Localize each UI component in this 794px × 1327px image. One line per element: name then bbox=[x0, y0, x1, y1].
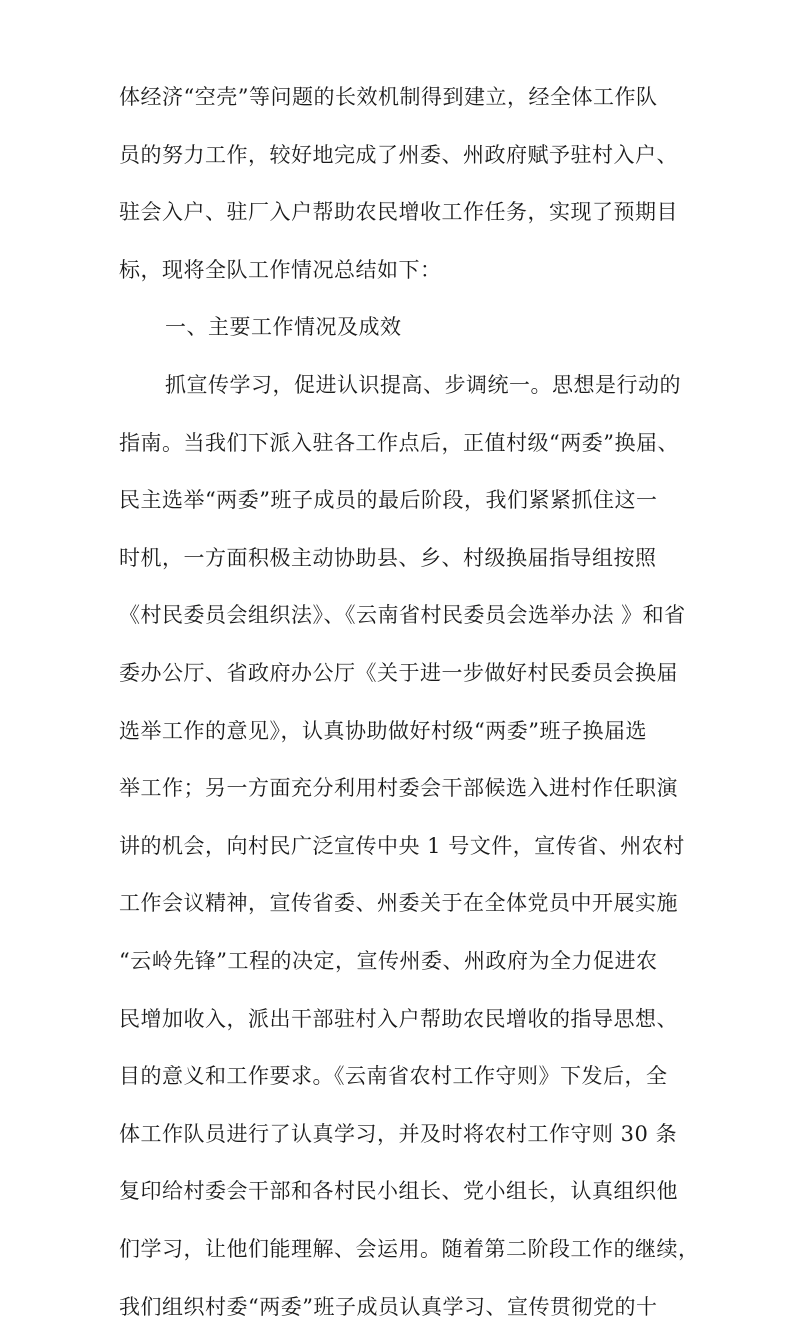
body-text-line: 驻会入户、驻厂入户帮助农民增收工作任务，实现了预期目 bbox=[119, 200, 678, 225]
body-text-line: 体工作队员进行了认真学习，并及时将农村工作守则 30 条 bbox=[119, 1121, 678, 1146]
body-text-line: 标，现将全队工作情况总结如下： bbox=[119, 257, 442, 282]
section-heading: 一、主要工作情况及成效 bbox=[165, 315, 402, 340]
body-text-line: 选举工作的意见》，认真协助做好村级“两委”班子换届选 bbox=[119, 718, 647, 743]
paragraph-first-line: 抓宣传学习，促进认识提高、步调统一。思想是行动的 bbox=[165, 373, 681, 397]
body-text-line: 民主选举“两委”班子成员的最后阶段，我们紧紧抓住这一 bbox=[119, 488, 658, 513]
body-text-line: 时机，一方面积极主动协助县、乡、村级换届指导组按照 bbox=[119, 545, 657, 570]
body-text-line: 体经济“空壳”等问题的长效机制得到建立，经全体工作队 bbox=[119, 85, 658, 109]
body-text-line: 复印给村委会干部和各村民小组长、党小组长，认真组织他 bbox=[119, 1179, 678, 1204]
body-text-line: 目的意义和工作要求。《云南省农村工作守则》下发后，全 bbox=[119, 1064, 668, 1089]
body-text-line: 们学习，让他们能理解、会运用。随着第二阶段工作的继续， bbox=[119, 1237, 700, 1261]
body-text-line: 举工作；另一方面充分利用村委会干部候选入进村作任职演 bbox=[119, 776, 678, 801]
body-text-line: 讲的机会，向村民广泛宣传中央 1 号文件，宣传省、州农村 bbox=[119, 833, 685, 858]
body-text-line: 工作会议精神，宣传省委、州委关于在全体党员中开展实施 bbox=[119, 891, 678, 916]
body-text-line: 指南。当我们下派入驻各工作点后，正值村级“两委”换届、 bbox=[119, 430, 679, 455]
body-text-line: 委办公厅、省政府办公厅《关于进一步做好村民委员会换届 bbox=[119, 661, 678, 685]
body-text-line: “云岭先锋”工程的决定，宣传州委、州政府为全力促进农 bbox=[119, 949, 658, 973]
body-text-line: 员的努力工作，较好地完成了州委、州政府赋予驻村入户、 bbox=[119, 142, 678, 167]
body-text-line: 《村民委员会组织法》、《云南省村民委员会选举办法 》和省 bbox=[119, 603, 686, 628]
body-text-line: 民增加收入，派出干部驻村入户帮助农民增收的指导思想、 bbox=[119, 1006, 678, 1031]
body-text-line: 我们组织村委“两委”班子成员认真学习、宣传贯彻党的十 bbox=[119, 1294, 658, 1319]
